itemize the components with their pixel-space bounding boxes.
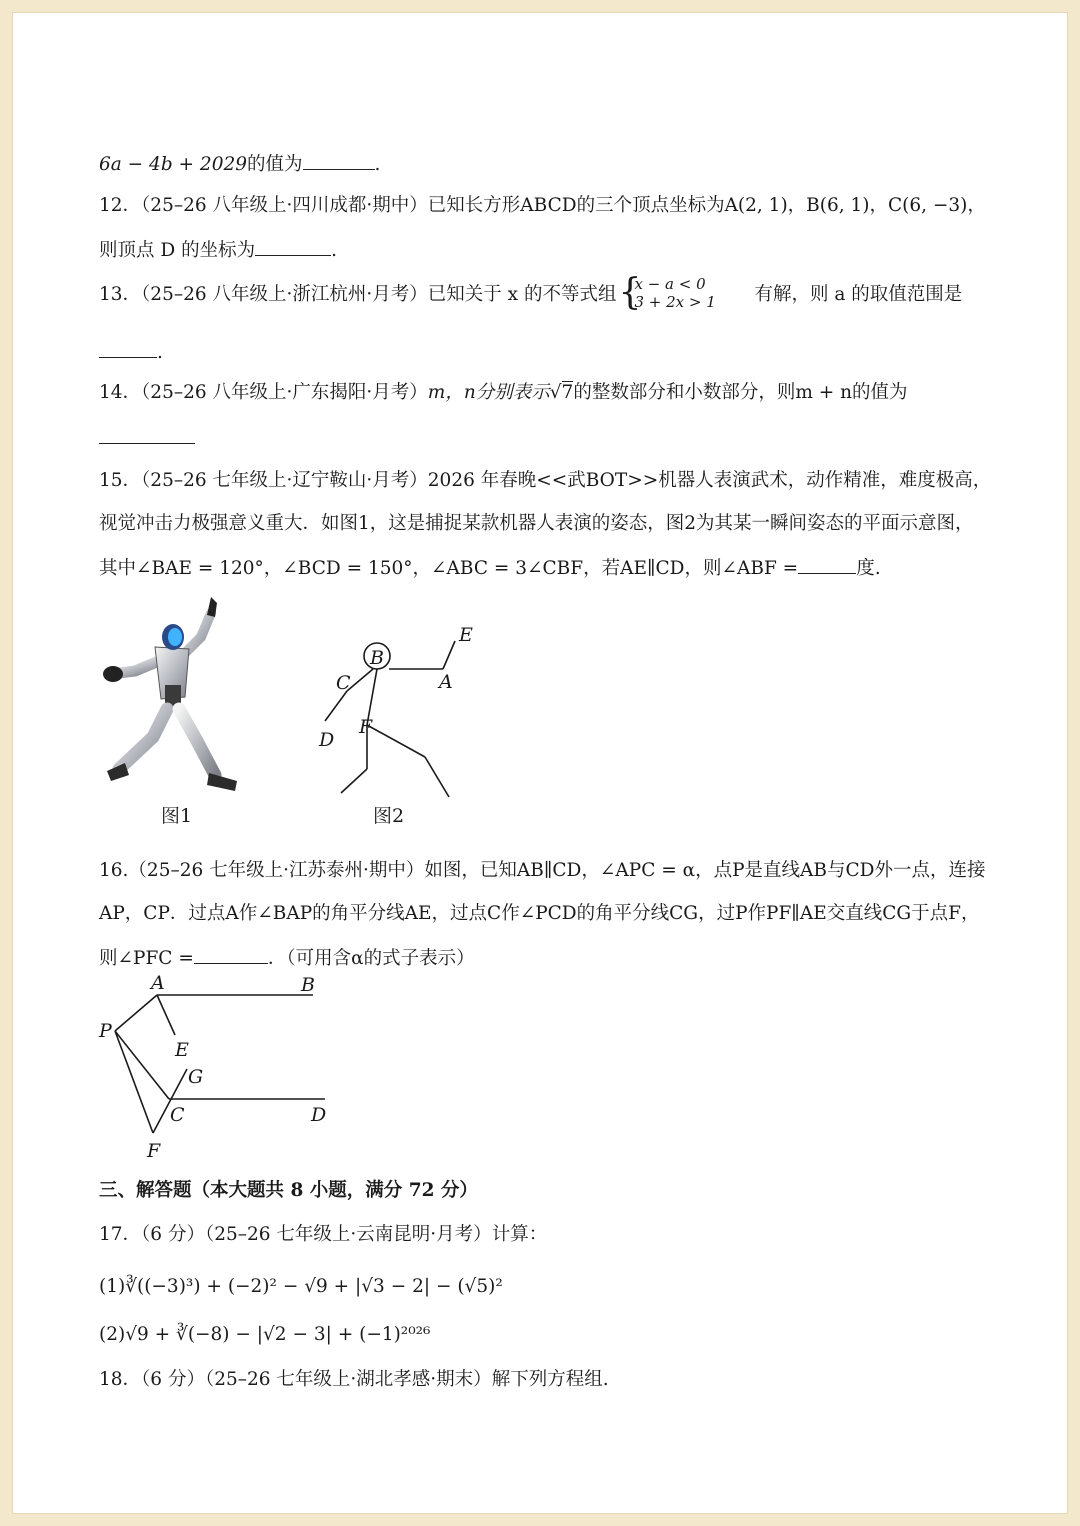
q18-points: （6 分） <box>141 1369 205 1390</box>
q16-line1 <box>99 859 986 883</box>
q15-line2 <box>99 512 974 536</box>
q13-text-b: 有解，则 a 的取值范围是 <box>754 284 963 305</box>
q18-number: 18． <box>99 1369 142 1390</box>
label-B: B <box>301 974 315 996</box>
q14-source: （25–26 八年级上·广东揭阳·月考） <box>141 382 428 403</box>
q13-inequality-system <box>618 272 740 315</box>
q11-answer-blank[interactable] <box>303 151 375 170</box>
q16-answer-blank[interactable] <box>194 945 268 964</box>
q13-text-a: 已知关于 x 的不等式组 <box>427 284 617 305</box>
q17-line1 <box>99 1223 547 1247</box>
figure2-caption: 图2 <box>373 805 405 827</box>
q16-line3 <box>99 945 475 971</box>
q15-line1 <box>99 469 991 493</box>
q11-text: 的值为 <box>247 154 303 175</box>
q17-part2: (2)√9 + ∛(−8) − |√2 − 3| + (−1)²⁰²⁶ <box>99 1324 431 1345</box>
q17-points: （6 分） <box>141 1224 205 1245</box>
q13-line1 <box>99 272 963 315</box>
q14-text-a: m，n分别表示 <box>427 382 550 403</box>
q12-line2 <box>99 237 337 263</box>
q15-text-line2: 视觉冲击力极强意义重大．如图1，这是捕捉某款机器人表演的姿态，图2为其某一瞬间姿态的平面示意图， <box>99 513 974 534</box>
q15-source: （25–26 七年级上·辽宁鞍山·月考） <box>141 470 428 491</box>
label-A: A <box>151 973 165 994</box>
robot-illustration <box>97 585 257 795</box>
q14-text-b: 的整数部分和小数部分，则m + n的值为 <box>573 382 908 403</box>
sqrt-icon: √ <box>549 382 562 403</box>
label-F: F <box>147 1140 161 1162</box>
q11-expression: 6a − 4b + 2029 <box>99 154 248 175</box>
q16-line2 <box>99 902 979 926</box>
q15-answer-blank[interactable] <box>798 555 856 574</box>
q17-text: 计算： <box>491 1224 548 1245</box>
label-P: P <box>99 1020 112 1042</box>
q12-text-line2: 则顶点 D 的坐标为 <box>99 240 256 261</box>
q15-text-line1: 2026 年春晚<<武BOT>>机器人表演武术，动作精准，难度极高， <box>427 470 992 491</box>
q14-line2 <box>99 425 195 451</box>
label-G: G <box>188 1066 204 1088</box>
q13-answer-blank[interactable] <box>99 339 157 358</box>
q13-number: 13． <box>99 284 142 305</box>
q14-answer-blank[interactable] <box>99 425 195 444</box>
q18-source: （25–26 七年级上·湖北孝感·期末） <box>204 1369 492 1390</box>
label-A: A <box>439 671 453 693</box>
stick-figure-diagram <box>303 613 503 798</box>
q16-text-line1: 如图，已知AB∥CD，∠APC = α，点P是直线AB与CD外一点，连接 <box>424 860 986 881</box>
q12-text: 已知长方形ABCD的三个顶点坐标为A(2, 1)，B(6, 1)，C(6, −3)， <box>427 195 986 216</box>
q16-text-line3b: ．（可用含α的式子表示） <box>267 948 475 969</box>
q18-line1 <box>99 1368 609 1392</box>
exam-page <box>12 12 1068 1514</box>
label-B: B <box>370 647 384 669</box>
q13-end: . <box>157 342 163 363</box>
q17-source: （25–26 七年级上·云南昆明·月考） <box>204 1224 492 1245</box>
q11-end: . <box>374 154 381 175</box>
q15-text-line3a: 其中∠BAE = 120°，∠BCD = 150°，∠ABC = 3∠CBF，若AE∥CD，则∠ABF = <box>99 558 799 579</box>
q12-source: （25–26 八年级上·四川成都·期中） <box>141 195 428 216</box>
label-E: E <box>175 1039 189 1061</box>
q16-number: 16. <box>99 860 129 881</box>
q14-number: 14． <box>99 382 142 403</box>
parallel-lines-diagram <box>93 973 353 1163</box>
q12-answer-blank[interactable] <box>255 237 331 256</box>
q12-number: 12． <box>99 195 142 216</box>
q13-source: （25–26 八年级上·浙江杭州·月考） <box>141 284 428 305</box>
q17-part1: (1)∛((−3)³) + (−2)² − √9 + |√3 − 2| − (√5)² <box>99 1276 503 1297</box>
figure1-caption: 图1 <box>161 805 193 827</box>
q12-end: . <box>331 240 337 261</box>
q11-tail <box>99 151 380 177</box>
left-brace-icon: { <box>618 272 642 313</box>
q15-text-line3b: 度. <box>856 558 881 579</box>
label-F: F <box>359 716 373 738</box>
q15-line3 <box>99 555 881 581</box>
label-C: C <box>170 1104 185 1126</box>
q13-line2 <box>99 339 163 365</box>
label-C: C <box>336 672 351 694</box>
q14-line1 <box>99 381 908 405</box>
q13-row2: 3 + 2x > 1 <box>634 293 716 311</box>
label-D: D <box>319 729 335 751</box>
section3-title: 三、解答题（本大题共 8 小题，满分 72 分） <box>99 1180 478 1201</box>
label-D: D <box>311 1104 327 1126</box>
q16-source: （25–26 七年级上·江苏泰州·期中） <box>128 860 425 881</box>
label-E: E <box>459 624 473 646</box>
q14-radicand: 7 <box>561 382 574 403</box>
q18-text: 解下列方程组. <box>491 1369 609 1390</box>
q17-number: 17． <box>99 1224 142 1245</box>
q16-text-line3a: 则∠PFC = <box>99 948 194 969</box>
q15-number: 15． <box>99 470 142 491</box>
q12-line1 <box>99 194 986 218</box>
q16-text-line2: AP，CP．过点A作∠BAP的角平分线AE，过点C作∠PCD的角平分线CG，过P作PF∥AE交直线CG于点F， <box>99 903 980 924</box>
q13-row1: x − a < 0 <box>634 275 706 293</box>
